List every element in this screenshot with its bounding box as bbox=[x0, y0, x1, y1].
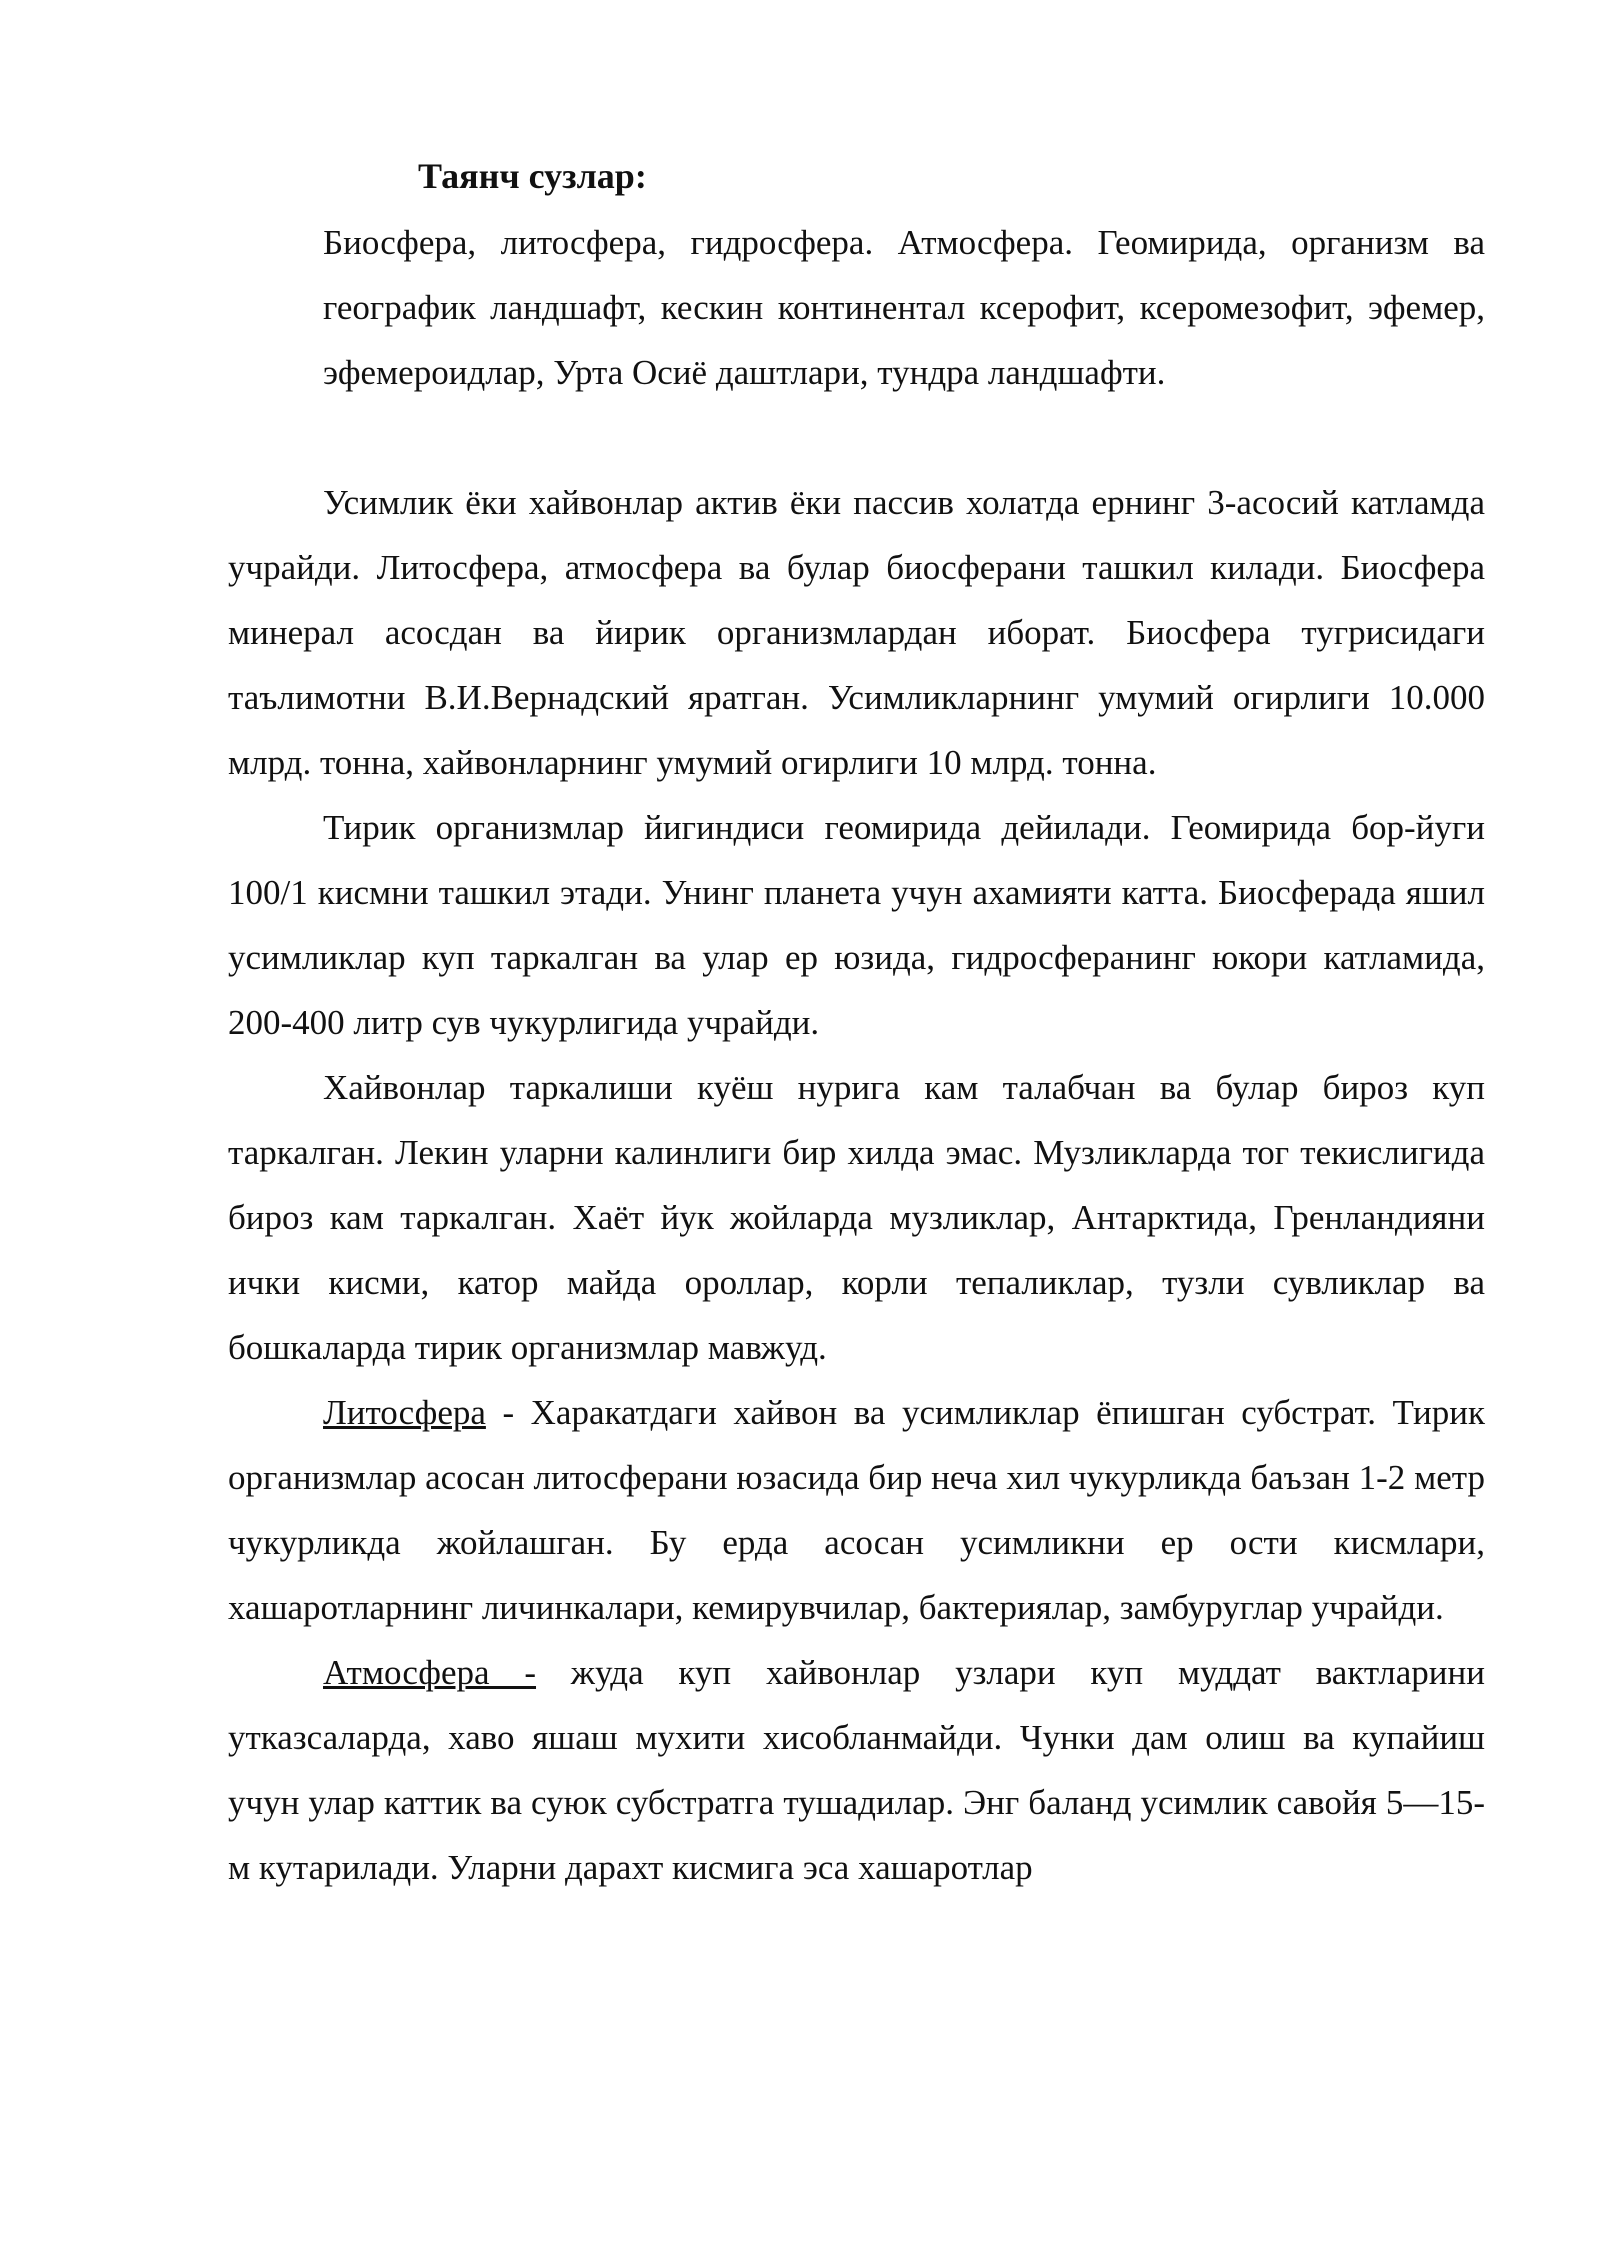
paragraph-animals bbox=[228, 1055, 1485, 1380]
keywords-list: Биосфера, литосфера, гидросфера. Атмосфера. Геомирида, организм ва географик ландшафт, кескин континентал ксерофит, ксеромезофит, эфемер, эфемероидлар, Урта Осиё даштлари, тундра ландшафти. bbox=[323, 223, 1485, 392]
paragraph-geomirida bbox=[228, 795, 1485, 1055]
paragraph-text: Хайвонлар таркалиши куёш нурига кам талабчан ва булар бироз куп таркалган. Лекин уларни калинлиги бир хилда эмас. Музликларда тог текислигида бироз кам таркалган. Хаёт йук жойларда музликлар, Антарктида, Гренландияни ички кисми, катор майда ороллар, корли тепаликлар, тузли сувликлар ва бошкаларда тирик организмлар мавжуд. bbox=[228, 1068, 1485, 1367]
paragraph-atmosphere bbox=[228, 1640, 1485, 1900]
body-text bbox=[228, 470, 1485, 1900]
paragraph-text: - Харакатдаги хайвон ва усимликлар ёпишган субстрат. Тирик организмлар асосан литосферани юзасида бир неча хил чукурликда баъзан 1-2 метр чукурликда жойлашган. Бу ерда асосан усимликни ер ости кисмлари, хашаротларнинг личинкалари, кемирувчилар, бактериялар, замбуруглар учрайди. bbox=[228, 1393, 1485, 1627]
keywords-heading: Таянч сузлар: bbox=[418, 156, 647, 196]
term-atmosphere: Атмосфера - bbox=[323, 1653, 537, 1692]
paragraph-lithosphere bbox=[228, 1380, 1485, 1640]
paragraph-biosphere bbox=[228, 470, 1485, 795]
paragraph-text: жуда куп хайвонлар узлари куп муддат вактларини утказсаларда, хаво яшаш мухити хисобланмайди. Чунки дам олиш ва купайиш учун улар каттик ва суюк субстратга тушадилар. Энг баланд усимлик савойя 5—15- м кутарилади. Уларни дарахт кисмига эса хашаротлар bbox=[228, 1653, 1485, 1887]
paragraph-text: Усимлик ёки хайвонлар актив ёки пассив холатда ернинг 3-асосий катламда учрайди. Литосфера, атмосфера ва булар биосферани ташкил килади. Биосфера минерал асосдан ва йирик организмлардан иборат. Биосфера тугрисидаги таълимотни В.И.Вернадский яратган. Усимликларнинг умумий огирлиги 10.000 млрд. тонна, хайвонларнинг умумий огирлиги 10 млрд. тонна. bbox=[228, 483, 1485, 782]
paragraph-text: Тирик организмлар йигиндиси геомирида дейилади. Геомирида бор-йуги 100/1 кисмни ташкил этади. Унинг планета учун ахамияти катта. Биосферада яшил усимликлар куп таркалган ва улар ер юзида, гидросферанинг юкори катламида, 200-400 литр сув чукурлигида учрайди. bbox=[228, 808, 1485, 1042]
term-lithosphere: Литосфера bbox=[323, 1393, 486, 1432]
